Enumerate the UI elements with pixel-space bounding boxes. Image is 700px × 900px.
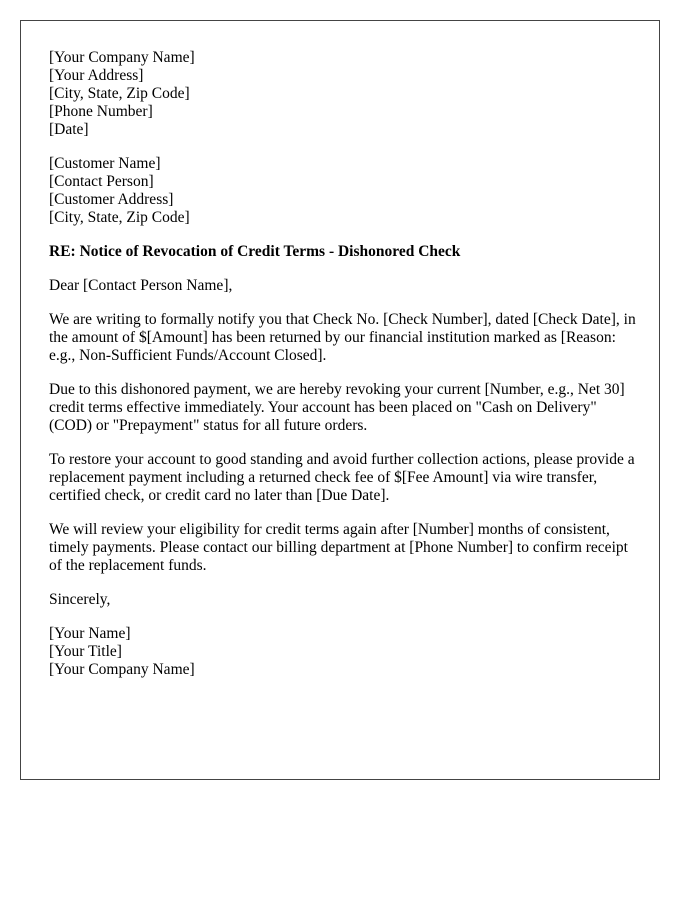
letter-date: [Date] [49, 121, 89, 138]
sender-block [49, 49, 639, 139]
sender-company-name: [Your Company Name] [49, 49, 195, 66]
subject-line: RE: Notice of Revocation of Credit Terms - Dishonored Check [49, 243, 461, 260]
closing: Sincerely, [49, 591, 111, 608]
letter-content [49, 49, 639, 695]
salutation: Dear [Contact Person Name], [49, 277, 233, 294]
recipient-city-state-zip: [City, State, Zip Code] [49, 209, 190, 226]
signature-name: [Your Name] [49, 625, 131, 642]
recipient-address: [Customer Address] [49, 191, 174, 208]
body-paragraph-4: We will review your eligibility for credit terms again after [Number] months of consistent, timely payments. Please contact our billing department at [Phone Number] to confirm receipt of the replacement funds. [49, 521, 628, 574]
sender-phone: [Phone Number] [49, 103, 153, 120]
recipient-customer-name: [Customer Name] [49, 155, 161, 172]
signature-title: [Your Title] [49, 643, 122, 660]
body-paragraph-1: We are writing to formally notify you that Check No. [Check Number], dated [Check Date], in the amount of $[Amount] has been returned by our financial institution marked as [Reason: e.g., Non-Sufficient Funds/Account Closed]. [49, 311, 636, 364]
recipient-block [49, 155, 639, 227]
sender-city-state-zip: [City, State, Zip Code] [49, 85, 190, 102]
body-paragraph-2: Due to this dishonored payment, we are hereby revoking your current [Number, e.g., Net 30] credit terms effective immediately. Your account has been placed on "Cash on Delivery" (COD) or "Prepayment" status for all future orders. [49, 381, 625, 434]
body-paragraph-3: To restore your account to good standing and avoid further collection actions, please provide a replacement payment including a returned check fee of $[Fee Amount] via wire transfer, certified check, or credit card no later than [Due Date]. [49, 451, 635, 504]
signature-block [49, 625, 639, 679]
letter-page [20, 20, 660, 780]
recipient-contact-person: [Contact Person] [49, 173, 154, 190]
signature-company: [Your Company Name] [49, 661, 195, 678]
sender-address: [Your Address] [49, 67, 144, 84]
